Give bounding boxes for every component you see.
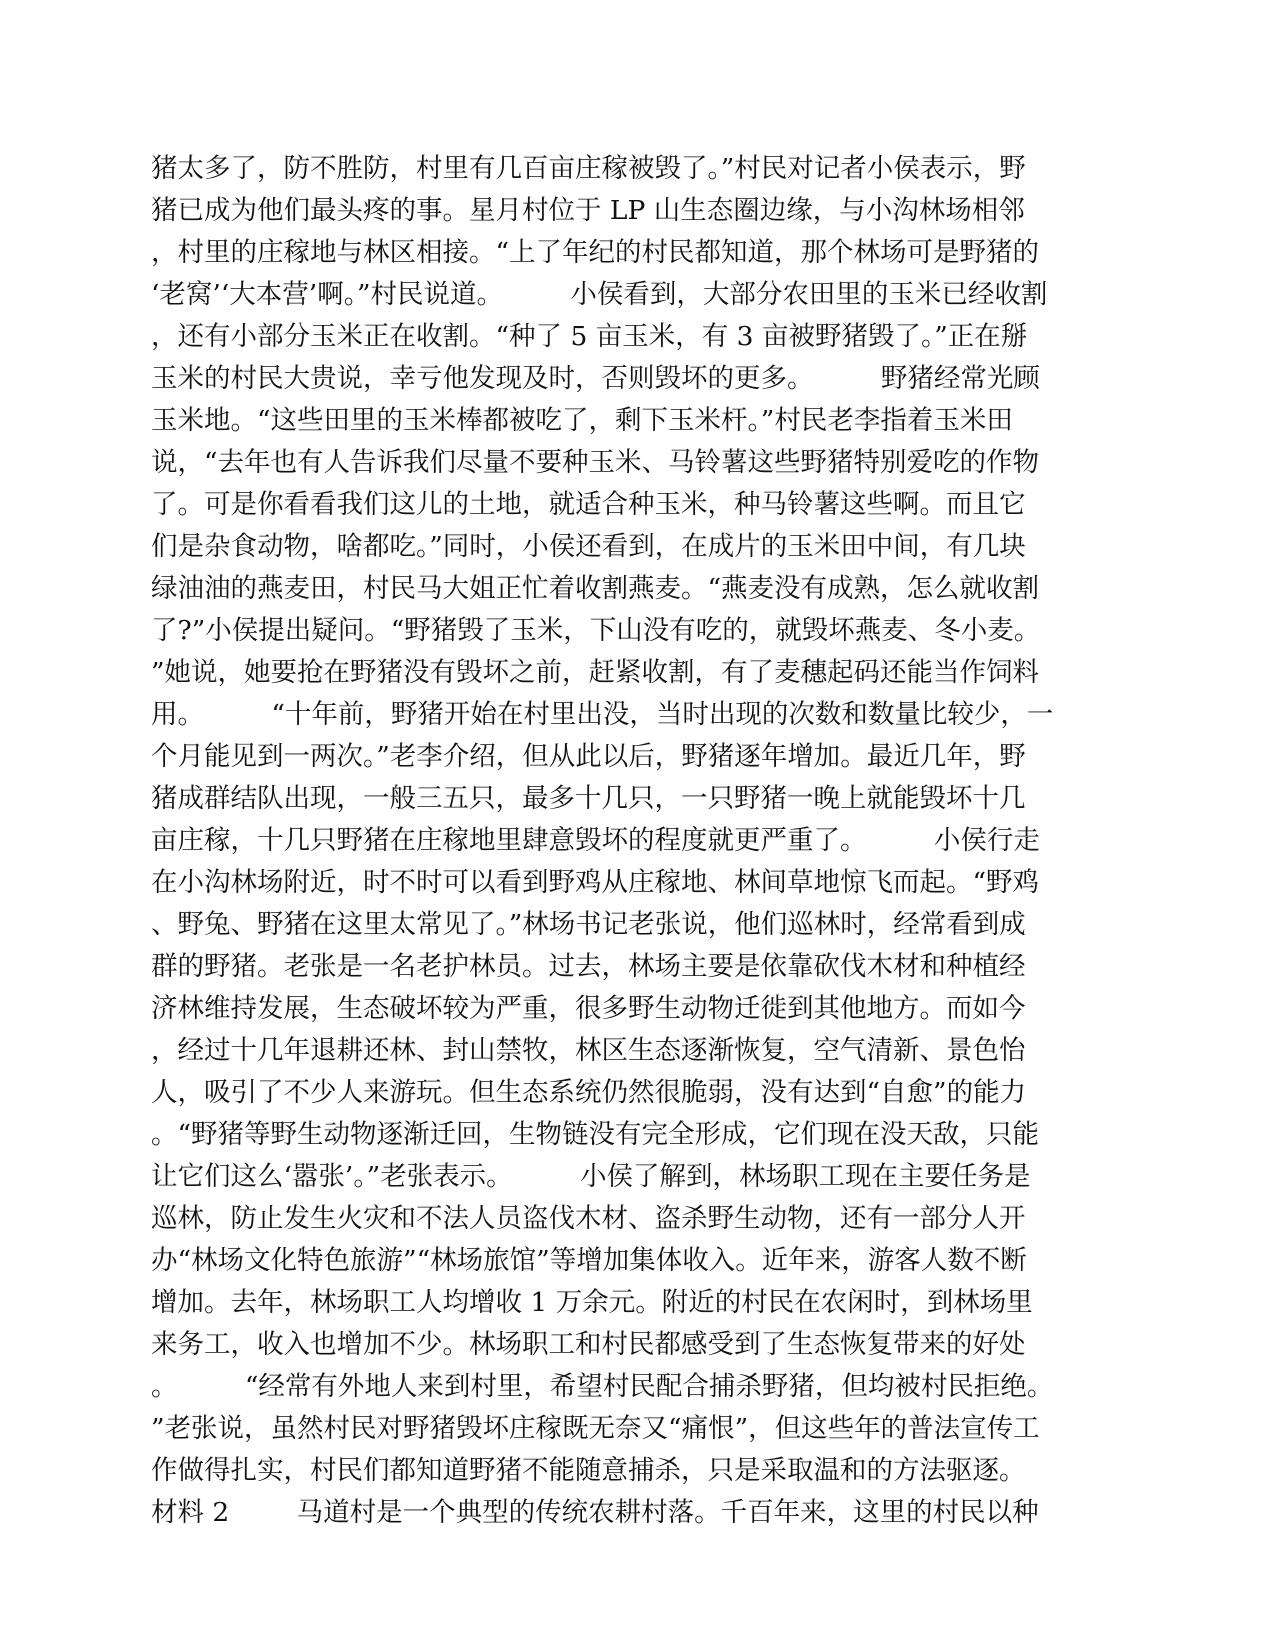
text-line: 来务工，收入也增加不少。林场职工和村民都感受到了生态恢复带来的好处 [151, 1329, 1026, 1360]
text-line: ”她说，她要抢在野猪没有毁坏之前，赶紧收割，有了麦穗起码还能当作饲料 [151, 657, 1040, 688]
text-line: ，经过十几年退耕还林、封山禁牧，林区生态逐渐恢复，空气清新、景色怡 [151, 1035, 1026, 1066]
text-line: 猪成群结队出现，一般三五只，最多十几只，一只野猪一晚上就能毁坏十几 [151, 783, 1026, 814]
text-line: 作做得扎实，村民们都知道野猪不能随意捕杀，只是采取温和的方法驱逐。 [151, 1455, 1026, 1486]
text-line: 了?”小侯提出疑问。“野猪毁了玉米，下山没有吃的，就毁坏燕麦、冬小麦。 [151, 615, 1041, 646]
text-line: 、野兔、野猪在这里太常见了。”林场书记老张说，他们巡林时，经常看到成 [151, 909, 1026, 940]
text-line: 猪已成为他们最头疼的事。星月村位于 LP 山生态圈边缘，与小沟林场相邻 [151, 195, 1025, 226]
body-text [151, 148, 1131, 1534]
text-line: 玉米地。“这些田里的玉米棒都被吃了，剩下玉米杆。”村民老李指着玉米田 [151, 405, 1013, 436]
text-line: 。 “经常有外地人来到村里，希望村民配合捕杀野猪，但均被村民拒绝。 [151, 1371, 1054, 1402]
text-line: 个月能见到一两次。”老李介绍，但从此以后，野猪逐年增加。最近几年，野 [151, 741, 1026, 772]
text-line: 说，“去年也有人告诉我们尽量不要种玉米、马铃薯这些野猪特别爱吃的作物 [151, 447, 1040, 478]
text-line: 让它们这么‘嚣张’。”老张表示。 小侯了解到，林场职工现在主要任务是 [151, 1161, 1031, 1192]
text-line: 猪太多了，防不胜防，村里有几百亩庄稼被毁了。”村民对记者小侯表示，野 [151, 153, 1026, 184]
text-line: 群的野猪。老张是一名老护林员。过去，林场主要是依靠砍伐木材和种植经 [151, 951, 1026, 982]
text-line: 巡林，防止发生火灾和不法人员盗伐木材、盗杀野生动物，还有一部分人开 [151, 1203, 1026, 1234]
text-line: 。“野猪等野生动物逐渐迁回，生物链没有完全形成，它们现在没天敌，只能 [151, 1119, 1040, 1150]
text-line: 用。 “十年前，野猪开始在村里出没，当时出现的次数和数量比较少，一 [151, 699, 1054, 730]
text-line: 在小沟林场附近，时不时可以看到野鸡从庄稼地、林间草地惊飞而起。“野鸡 [151, 867, 1040, 898]
text-line: ”老张说，虽然村民对野猪毁坏庄稼既无奈又“痛恨”，但这些年的普法宣传工 [151, 1413, 1040, 1444]
text-line: 们是杂食动物，啥都吃。”同时，小侯还看到，在成片的玉米田中间，有几块 [151, 531, 1026, 562]
text-line: 办“林场文化特色旅游”“林场旅馆”等增加集体收入。近年来，游客人数不断 [151, 1245, 1027, 1276]
text-line: ‘老窝’‘大本营’啊。”村民说道。 小侯看到，大部分农田里的玉米已经收割 [151, 279, 1048, 310]
text-line: 玉米的村民大贵说，幸亏他发现及时，否则毁坏的更多。 野猪经常光顾 [151, 363, 1040, 394]
text-line: ，还有小部分玉米正在收割。“种了 5 亩玉米，有 3 亩被野猪毁了。”正在掰 [151, 321, 1028, 352]
text-line: ，村里的庄稼地与林区相接。“上了年纪的村民都知道，那个林场可是野猪的 [151, 237, 1040, 268]
text-line: 材料 2 马道村是一个典型的传统农耕村落。千百年来，这里的村民以种 [151, 1497, 1039, 1528]
text-line: 增加。去年，林场职工人均增收 1 万余元。附近的村民在农闲时，到林场里 [151, 1287, 1033, 1318]
text-line: 了。可是你看看我们这儿的土地，就适合种玉米，种马铃薯这些啊。而且它 [151, 489, 1026, 520]
text-line: 人，吸引了不少人来游玩。但生态系统仍然很脆弱，没有达到“自愈”的能力 [151, 1077, 1027, 1108]
text-line: 绿油油的燕麦田，村民马大姐正忙着收割燕麦。“燕麦没有成熟，怎么就收割 [151, 573, 1040, 604]
text-line: 济林维持发展，生态破坏较为严重，很多野生动物迁徙到其他地方。而如今 [151, 993, 1026, 1024]
text-line: 亩庄稼，十几只野猪在庄稼地里肆意毁坏的程度就更严重了。 小侯行走 [151, 825, 1040, 856]
